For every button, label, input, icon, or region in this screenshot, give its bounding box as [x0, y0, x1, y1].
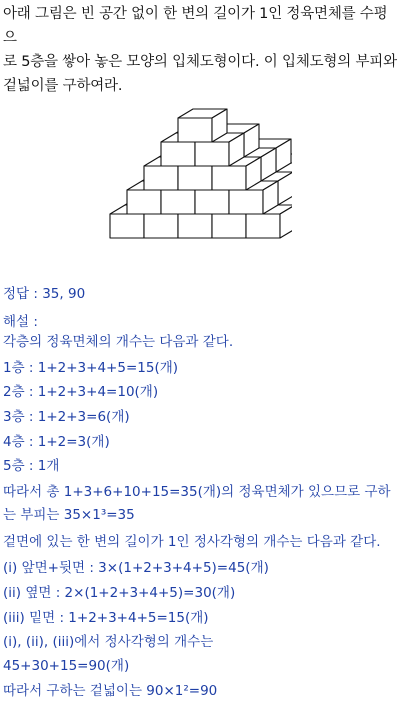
answer: 정답 : 35, 90 — [3, 286, 86, 302]
solution-line: 따라서 총 1+3+6+10+15=35(개)의 정육면체가 있으므로 구하 — [3, 484, 391, 500]
cube-face — [246, 214, 280, 238]
solution-line: (i), (ii), (iii)에서 정사각형의 개수는 — [3, 634, 214, 650]
unit-cube — [178, 109, 227, 142]
cube-pyramid-figure — [108, 80, 292, 242]
solution-line: (iii) 밑면 : 1+2+3+4+5=15(개) — [3, 610, 209, 626]
explanation-label: 해설 : — [3, 314, 38, 330]
cube-face — [212, 166, 246, 190]
cube-face — [229, 190, 263, 214]
solution-line: 3층 : 1+2+3=6(개) — [3, 409, 130, 425]
solution-line: 는 부피는 35×1³=35 — [3, 507, 135, 523]
cube-face — [178, 214, 212, 238]
solution-line: 겉면에 있는 한 변의 길이가 1인 정사각형의 개수는 다음과 같다. — [3, 534, 381, 550]
cube-face — [110, 214, 144, 238]
solution-line: 5층 : 1개 — [3, 458, 60, 474]
solution-line: 4층 : 1+2=3(개) — [3, 434, 110, 450]
cube-face — [127, 190, 161, 214]
cube-face — [195, 142, 229, 166]
solution-line: 각층의 정육면체의 개수는 다음과 같다. — [3, 334, 234, 350]
cube-face — [144, 166, 178, 190]
solution-line: (i) 앞면+뒷면 : 3×(1+2+3+4+5)=45(개) — [3, 560, 269, 576]
cube-face — [161, 142, 195, 166]
cube-face — [178, 118, 212, 142]
solution-line: 2층 : 1+2+3+4=10(개) — [3, 384, 159, 400]
problem-line-2: 로 5층을 쌓아 놓은 모양의 입체도형이다. 이 입체도형의 부피와 — [3, 54, 397, 70]
problem-line-1: 아래 그림은 빈 공간 없이 한 변의 길이가 1인 정육면체를 수평으 — [3, 6, 388, 46]
cube-face — [178, 166, 212, 190]
solution-line: 1층 : 1+2+3+4+5=15(개) — [3, 360, 179, 376]
solution-line: 45+30+15=90(개) — [3, 658, 130, 674]
solution-line: (ii) 옆면 : 2×(1+2+3+4+5)=30(개) — [3, 585, 236, 601]
cube-face — [161, 190, 195, 214]
problem-line-3: 겉넓이를 구하여라. — [3, 78, 123, 94]
cube-pyramid-icon — [108, 80, 292, 242]
cube-face — [195, 190, 229, 214]
solution-line: 따라서 구하는 겉넓이는 90×1²=90 — [3, 683, 218, 699]
cube-face — [212, 214, 246, 238]
cube-face — [144, 214, 178, 238]
